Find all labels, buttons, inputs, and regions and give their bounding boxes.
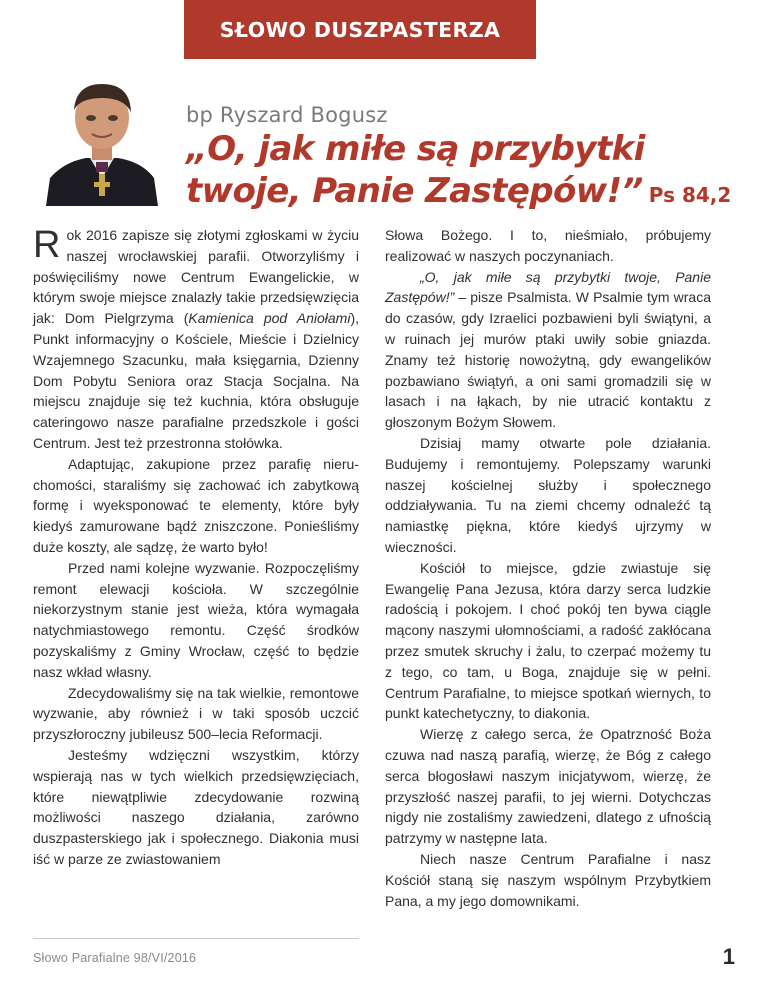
article-title — [186, 128, 732, 216]
publication-info: Słowo Parafialne 98/VI/2016 — [33, 951, 197, 965]
paragraph — [33, 225, 359, 454]
place-name: Kamienica pod Aniołami — [188, 310, 351, 327]
paragraph-text: ), Punkt informacyjny o Kościele, Mieście i Dzielnicy Wzajemnego Szacunku, mała księgarnia, Dzienny Dom Pobytu Seniora oraz Stacja Socjalna. Na miejscu znajduje się też kuchnia, która obsługuje cateringowo nasze parafialne przedszkole i gości Centrum. Jest też przestronna stołówka. — [33, 310, 359, 451]
section-title: SŁOWO DUSZPASTERZA — [219, 17, 501, 42]
section-banner — [184, 0, 536, 59]
psalm-quote: „O, jak miłe są przybytki twoje, Panie Zastępów!” — [385, 268, 711, 306]
paragraph — [385, 267, 711, 433]
paragraph: Adaptując, zakupione przez parafię nieruchomości, staraliśmy się zachować ich zabytkową formę i wyeksponować te elementy, które były kiedyś zamurowane bądź zniszczone. Ponieśliśmy duże koszty, ale sądzę, że warto było! — [33, 455, 359, 555]
scripture-reference: Ps 84,2 — [648, 183, 732, 207]
page-number: 1 — [722, 944, 735, 969]
drop-cap: R — [33, 224, 61, 266]
footer-divider — [33, 938, 359, 939]
paragraph: Zdecydowaliśmy się na tak wielkie, remontowe wyzwanie, aby również i w taki sposób uczcić przyszłoroczny jubileusz 500–lecia Reformacji. — [33, 684, 359, 743]
paragraph-text: ok 2016 zapisze się złotymi zgłoskami w życiu naszej wrocławskiej parafii. Otworzyliśmy i poświęciliśmy nowe Centrum Ewangelickie, w którym swoje miejsce znalazły takie przedsięwzięcia jak: Dom Pielgrzyma ( — [33, 227, 359, 327]
author-portrait — [46, 78, 158, 206]
right-column — [385, 225, 711, 911]
paragraph: Dzisiaj mamy otwarte pole działania. Budujemy i remontujemy. Polepszamy warunki naszej kościelnej służby i społecznego oddziaływania. Tu na ziemi chcemy odnaleźć tą namiastkę piękna, które kiedyś ujrzymy w wieczności. — [385, 434, 711, 555]
title-line-2-text: twoje, Panie Zastępów!” — [186, 171, 643, 211]
title-line-1: „O, jak miłe są przybytki — [186, 129, 645, 169]
paragraph: Niech nasze Centrum Parafialne i nasz Kościół staną się naszym wspólnym Przybytkiem Pana, a my jego domownikami. — [385, 850, 711, 909]
paragraph: Wierzę z całego serca, że Opatrzność Boża czuwa nad naszą parafią, wierzę, że Bóg z całego serca błogosławi naszym inicjatywom, wierzę, że przyszłość naszej parafii, to jej wierni. Dotychczas nigdy nie zostaliśmy zawiedzeni, dlatego z ufnością patrzymy w następne lata. — [385, 726, 711, 847]
left-column — [33, 225, 359, 870]
paragraph: Słowa Bożego. I to, nieśmiało, próbujemy realizować w naszych poczynaniach. — [385, 227, 711, 264]
title-line-2 — [186, 170, 732, 216]
paragraph-text: – pisze Psalmista. W Psalmie tym wraca do czasów, gdy Izraelici pozbawieni byli świątyni, a w ruinach jej murów ptaki uwiły sobie gniazda. Znamy też historię nowożytną, gdy ewangelików pozbawiano świątyń, a oni sami gromadzili się w lasach i na łąkach, by nie utracić kontaktu z głoszonym Bożym Słowem. — [385, 289, 711, 431]
paragraph: Jesteśmy wdzięczni wszystkim, którzy wspierają nas w tych wielkich przedsięwzięciach, które niewątpliwie zdecydowanie rozwiną możliwości naszego działania, zarówno duszpasterskiego jak i społecznego. Diakonia musi iść w parze ze zwiastowaniem — [33, 746, 359, 867]
paragraph: Kościół to miejsce, gdzie zwiastuje się Ewangelię Pana Jezusa, która darzy serca ludzkie radością i pokojem. I choć pokój ten bywa ciągle mącony naszymi ułomnościami, a radość zakłócana przez smutek skruchy i żalu, to czerpać możemy tu z tego, co tam, u Boga, znajduje się w pełni. Centrum Parafialne, to miejsce spotkań wiernych, to punkt katechetyczny, to diakonia. — [385, 559, 711, 722]
author-name: bp Ryszard Bogusz — [186, 103, 388, 127]
paragraph: Przed nami kolejne wyzwanie. Rozpoczęliśmy remont elewacji kościoła. W szczególnie niekorzystnym stanie jest wieża, która wymagała natychmiastowego remontu. Część środków pozyskaliśmy z Gminy Wrocław, część to będzie nasz wkład własny. — [33, 559, 359, 680]
